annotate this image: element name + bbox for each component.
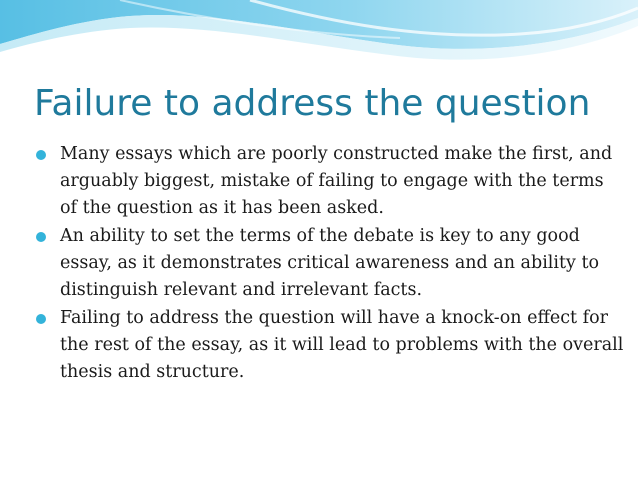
slide-title: Failure to address the question <box>34 83 591 124</box>
bullet-list <box>34 141 624 387</box>
bullet-dot-icon <box>34 223 60 250</box>
bullet-dot-icon <box>34 141 60 168</box>
bullet-text: Many essays which are poorly constructed make the first, and arguably biggest, mistake of failing to engage with the terms of the question as it has been asked. <box>60 144 613 218</box>
bullet-text: Failing to address the question will have a knock-on effect for the rest of the essay, as it will lead to problems with the overall thesis and structure. <box>60 308 624 382</box>
bullet-item <box>34 223 624 304</box>
bullet-item <box>34 141 624 222</box>
header-wave-decoration <box>0 0 638 70</box>
bullet-item <box>34 305 624 386</box>
bullet-text: An ability to set the terms of the debate is key to any good essay, as it demonstrates critical awareness and an ability to distinguish relevant and irrelevant facts. <box>60 226 600 300</box>
bullet-dot-icon <box>34 305 60 332</box>
